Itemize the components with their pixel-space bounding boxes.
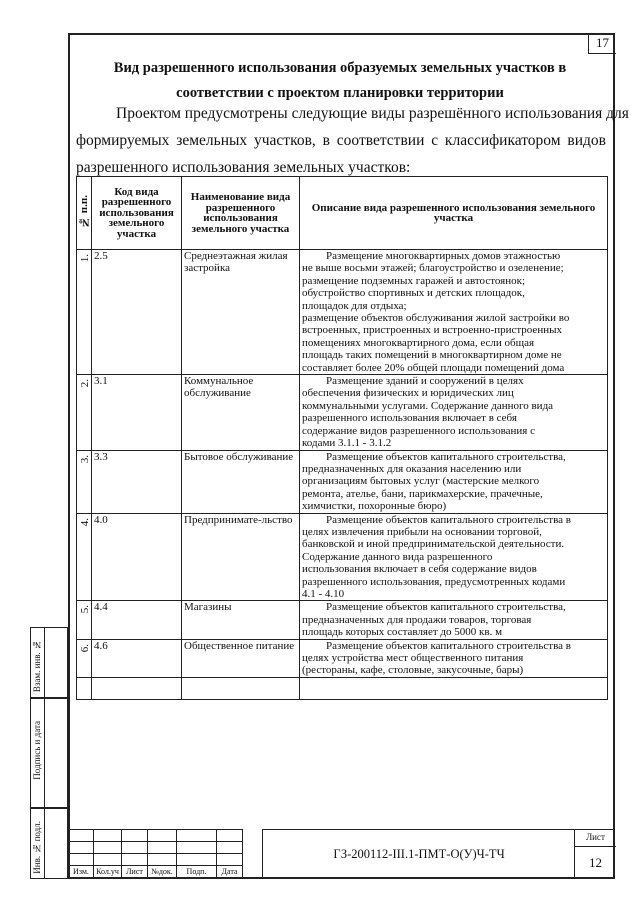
description-line: Содержание данного вида разрешенного <box>302 550 493 563</box>
row-code: 4.0 <box>92 513 182 601</box>
header-desc: Описание вида разрешенного использования земельного участка <box>300 177 608 250</box>
row-name: Общественное питание <box>182 639 300 677</box>
description-line: встроенных, пристроенных и встроенно-пристроенных <box>302 324 562 337</box>
description-line: 4.1 - 4.10 <box>302 587 345 600</box>
title-block-labels <box>69 866 243 878</box>
description-line: Размещение объектов капитального строительства в <box>326 639 571 652</box>
table-row <box>77 601 608 639</box>
description-line: Размещение зданий и сооружений в целях <box>326 375 524 388</box>
description-line: использования включает в себя содержание видов <box>302 563 537 576</box>
sidebar-stamp <box>30 627 68 879</box>
description-line: площадок для отдыха; <box>302 299 407 312</box>
intro-line-1: Проектом предусмотрены следующие виды разрешённого использования для <box>116 105 629 122</box>
description-line: кодами 3.1.1 - 3.1.2 <box>302 437 392 450</box>
description-line: разрешенного использования, предусмотренных кодами <box>302 575 566 588</box>
row-name: Предпринимате-льство <box>182 513 300 601</box>
sheet-number: 12 <box>589 855 602 870</box>
row-description <box>300 375 608 450</box>
stamp-col-data: Дата <box>217 866 243 878</box>
row-description <box>300 639 608 677</box>
table-row <box>77 375 608 450</box>
page-number-box <box>588 33 616 54</box>
table-row-empty <box>77 677 608 699</box>
row-num: 1. <box>79 254 91 263</box>
title-line-2: соответствии с проектом планировки территории <box>176 85 504 101</box>
row-code: 4.4 <box>92 601 182 639</box>
row-description <box>300 601 608 639</box>
description-line: составляет более 20% общей площади помещений дома <box>302 361 565 374</box>
sidebar-podpis <box>30 698 68 808</box>
row-num-cell <box>77 639 92 677</box>
row-name: Магазины <box>182 601 300 639</box>
title-line-1: Вид разрешенного использования образуемых земельных участков в <box>113 60 567 76</box>
table-row <box>77 639 608 677</box>
description-line: (рестораны, кафе, столовые, закусочные, бары) <box>302 664 524 677</box>
row-description <box>300 250 608 375</box>
description-line: Размещение многоквартирных домов этажностью <box>326 250 561 262</box>
description-line: содержание видов разрешенного использования с <box>302 424 535 437</box>
row-num-cell <box>77 513 92 601</box>
row-name: Коммунальное обслуживание <box>182 375 300 450</box>
intro-line-2: формируемых земельных участков, в соответствии с классификатором видов <box>76 132 606 149</box>
description-line: целях устройства мест общественного питания <box>302 652 524 664</box>
intro-line-3: разрешенного использования земельных участков: <box>76 159 411 176</box>
description-line: организациям бытовых услуг (мастерские мелкого <box>302 475 540 488</box>
intro-paragraph <box>76 100 629 181</box>
row-code: 3.3 <box>92 450 182 513</box>
row-name: Бытовое обслуживание <box>182 450 300 513</box>
description-line: помещениях многоквартирного дома, если общая <box>302 336 535 349</box>
row-num: 4. <box>79 517 91 526</box>
description-line: обеспечения физических и юридических лиц <box>302 387 514 400</box>
description-line: химчистки, похоронные бюро) <box>302 500 447 513</box>
row-description <box>300 450 608 513</box>
sheet-box <box>574 829 616 879</box>
header-name: Наименование вида разрешенного использования земельного участка <box>182 177 300 250</box>
table-row <box>77 513 608 601</box>
row-num-cell <box>77 250 92 375</box>
title-block-table <box>68 829 243 878</box>
description-line: Размещение объектов капитального строительства в <box>326 513 571 526</box>
description-line: целях извлечения прибыли на основании торговой, <box>302 525 542 538</box>
description-line: не выше восьми этажей; благоустройство и озеленение; <box>302 262 564 275</box>
description-line: обустройство спортивных и детских площадок, <box>302 287 525 300</box>
table-row <box>77 250 608 375</box>
row-num-cell <box>77 375 92 450</box>
sidebar-inv <box>30 808 68 879</box>
table-row <box>77 450 608 513</box>
row-name: Среднеэтажная жилая застройка <box>182 250 300 375</box>
description-line: разрешенного использования включает в себя <box>302 412 517 425</box>
stamp-col-list: Лист <box>122 866 148 878</box>
stamp-col-koluch: Кол.уч <box>94 866 122 878</box>
sidebar-podpis-label: Подпись и дата <box>32 721 42 780</box>
stamp-col-ndok: №док. <box>148 866 177 878</box>
page-number: 17 <box>596 35 609 50</box>
description-line: банковской и иной предпринимательской деятельности. <box>302 538 565 551</box>
row-code: 2.5 <box>92 250 182 375</box>
row-description <box>300 513 608 601</box>
description-line: предназначенных для продажи товаров, торговая <box>302 613 532 626</box>
row-num-cell <box>77 450 92 513</box>
sidebar-inv-label: Инв. № подл. <box>32 821 42 874</box>
table-header-row <box>77 177 608 250</box>
row-code: 3.1 <box>92 375 182 450</box>
description-line: ремонта, ателье, бани, парикмахерские, прачечные, <box>302 487 543 500</box>
description-line: Размещение объектов капитального строительства, <box>326 450 566 463</box>
stamp-col-podp: Подп. <box>177 866 217 878</box>
sheet-label: Лист <box>575 829 616 847</box>
description-line: размещение объектов обслуживания жилой застройки во <box>302 312 570 325</box>
row-num: 6. <box>79 643 91 652</box>
row-num: 2. <box>79 379 91 388</box>
row-num: 3. <box>79 454 91 463</box>
description-line: размещение подземных гаражей и автостоянок; <box>302 274 525 287</box>
description-line: площадь таких помещений в многоквартирном доме не <box>302 349 562 362</box>
header-code: Код вида разрешенного использования земельного участка <box>92 177 182 250</box>
land-use-table <box>76 176 608 700</box>
description-line: Размещение объектов капитального строительства, <box>326 601 566 614</box>
row-num-cell <box>77 601 92 639</box>
description-line: коммунальными услугами. Содержание данного вида <box>302 399 554 412</box>
sidebar-vzam <box>30 627 68 698</box>
document-code: ГЗ-200112-III.1-ПМТ-О(У)Ч-ТЧ <box>262 829 575 879</box>
description-line: площадь которых составляет до 5000 кв. м <box>302 626 503 639</box>
stamp-col-izm: Изм. <box>69 866 94 878</box>
description-line: предназначенных для оказания населению или <box>302 462 522 475</box>
header-num: № п.п. <box>77 177 92 250</box>
sidebar-vzam-label: Взам. инв. № <box>32 640 42 693</box>
row-num: 5. <box>79 605 91 614</box>
row-code: 4.6 <box>92 639 182 677</box>
